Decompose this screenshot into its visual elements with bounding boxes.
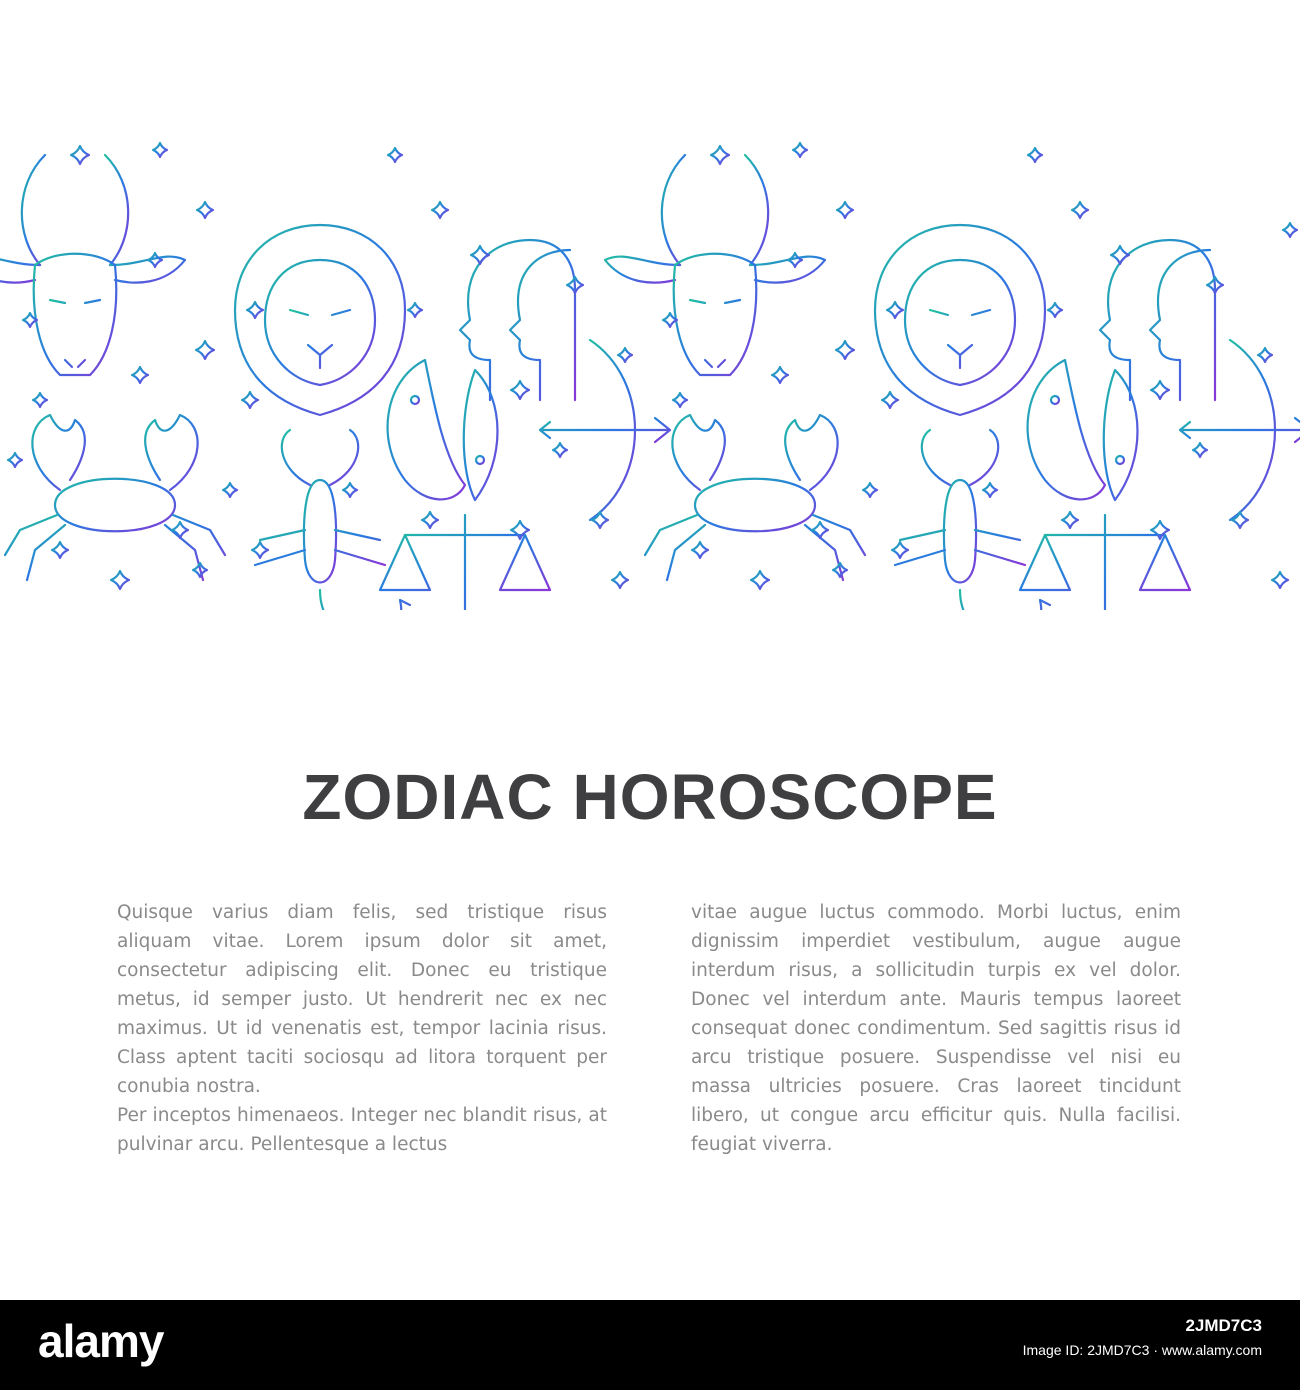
image-id-label: Image ID: 2JMD7C3 bbox=[1022, 1342, 1150, 1358]
constellation-star-icon bbox=[422, 512, 438, 528]
constellation-star-icon bbox=[343, 483, 357, 497]
sagittarius-bow-icon bbox=[540, 340, 670, 520]
constellation-star-icon bbox=[1272, 572, 1288, 588]
constellation-star-icon bbox=[751, 571, 769, 589]
constellation-star-icon bbox=[793, 143, 807, 157]
constellation-star-icon bbox=[223, 483, 237, 497]
constellation-star-icon bbox=[837, 202, 853, 218]
constellation-star-icon bbox=[812, 522, 828, 538]
scorpio-scorpion-icon bbox=[895, 430, 1050, 610]
constellation-star-icon bbox=[612, 572, 628, 588]
constellation-star-icon bbox=[618, 348, 632, 362]
footer-info: 2JMD7C3 Image ID: 2JMD7C3 · www.alamy.com bbox=[1022, 1316, 1262, 1358]
constellation-star-icon bbox=[983, 483, 997, 497]
constellation-star-icon bbox=[408, 303, 422, 317]
constellation-star-icon bbox=[148, 253, 162, 267]
constellation-star-icon bbox=[836, 341, 854, 359]
constellation-star-icon bbox=[1062, 512, 1078, 528]
constellation-star-icon bbox=[197, 202, 213, 218]
constellation-star-icon bbox=[196, 341, 214, 359]
body-paragraph: Per inceptos himenaeos. Integer nec blandit risus, at pulvinar arcu. Pellentesque a lectus bbox=[117, 1105, 607, 1155]
constellation-star-icon bbox=[8, 453, 22, 467]
zodiac-pattern-banner bbox=[0, 110, 1300, 610]
pisces-fish-icon bbox=[388, 360, 498, 500]
constellation-star-icon bbox=[1048, 303, 1062, 317]
cancer-crab-icon bbox=[5, 415, 225, 580]
constellation-star-icon bbox=[52, 542, 68, 558]
page-title: ZODIAC HOROSCOPE bbox=[302, 761, 998, 833]
constellation-star-icon bbox=[153, 143, 167, 157]
constellation-star-icon bbox=[132, 367, 148, 383]
constellation-star-icon bbox=[673, 393, 687, 407]
body-column-left bbox=[117, 898, 607, 1159]
constellation-star-icon bbox=[892, 542, 908, 558]
capricorn-goat-icon bbox=[605, 155, 825, 375]
pisces-fish-icon bbox=[1028, 360, 1138, 500]
constellation-star-icon bbox=[111, 571, 129, 589]
constellation-star-icon bbox=[1072, 202, 1088, 218]
constellation-star-icon bbox=[887, 302, 903, 318]
constellation-star-icon bbox=[33, 393, 47, 407]
constellation-star-icon bbox=[1151, 381, 1169, 399]
constellation-star-icon bbox=[1232, 512, 1248, 528]
constellation-star-icon bbox=[242, 392, 258, 408]
constellation-star-icon bbox=[511, 381, 529, 399]
constellation-star-icon bbox=[432, 202, 448, 218]
constellation-star-icon bbox=[71, 146, 89, 164]
constellation-star-icon bbox=[252, 542, 268, 558]
zodiac-line-art bbox=[0, 110, 1300, 610]
body-column-right bbox=[691, 898, 1181, 1159]
libra-scales-icon bbox=[1020, 515, 1190, 610]
constellation-star-icon bbox=[711, 146, 729, 164]
gemini-heads-icon bbox=[1100, 240, 1215, 400]
constellation-star-icon bbox=[388, 148, 402, 162]
constellation-star-icon bbox=[882, 392, 898, 408]
constellation-star-icon bbox=[553, 443, 567, 457]
libra-scales-icon bbox=[380, 515, 550, 610]
constellation-star-icon bbox=[692, 542, 708, 558]
leo-lion-icon bbox=[235, 225, 405, 415]
scorpio-scorpion-icon bbox=[255, 430, 410, 610]
constellation-star-icon bbox=[1193, 443, 1207, 457]
constellation-star-icon bbox=[788, 253, 802, 267]
body-paragraph: vitae augue luctus commodo. Morbi luctus, enim dignissim imperdiet vestibulum, augue augue interdum risus, a sollicitudin turpis ex vel dolor. Donec vel interdum ante. Mauris tempus laoreet consequat donec condimentum. Sed sagittis risus id arcu tristique posuere. Suspendisse vel nisi eu massa ultricies posuere. Cras laoreet tincidunt libero, ut congue arcu efficitur quis. Nulla facilisi. feugiat viverra. bbox=[691, 902, 1181, 1155]
constellation-star-icon bbox=[1258, 348, 1272, 362]
constellation-star-icon bbox=[863, 483, 877, 497]
constellation-star-icon bbox=[1028, 148, 1042, 162]
image-code: 2JMD7C3 bbox=[1185, 1316, 1262, 1335]
constellation-star-icon bbox=[172, 522, 188, 538]
leo-lion-icon bbox=[875, 225, 1045, 415]
gemini-heads-icon bbox=[460, 240, 575, 400]
sagittarius-bow-icon bbox=[1180, 340, 1300, 520]
watermark-footer bbox=[0, 1300, 1300, 1390]
constellation-star-icon bbox=[1283, 223, 1297, 237]
constellation-star-icon bbox=[592, 512, 608, 528]
body-paragraph: Quisque varius diam felis, sed tristique risus aliquam vitae. Lorem ipsum dolor sit amet, consectetur adipiscing elit. Donec eu tristique metus, id semper justo. Ut hendrerit nec ex nec maximus. Ut id venenatis est, tempor lacinia risus. Class aptent taciti sociosqu ad litora torquent per conubia nostra. bbox=[117, 902, 607, 1097]
constellation-star-icon bbox=[247, 302, 263, 318]
alamy-logo: alamy bbox=[38, 1315, 164, 1367]
site-url: www.alamy.com bbox=[1161, 1342, 1262, 1358]
cancer-crab-icon bbox=[645, 415, 865, 580]
constellation-star-icon bbox=[772, 367, 788, 383]
